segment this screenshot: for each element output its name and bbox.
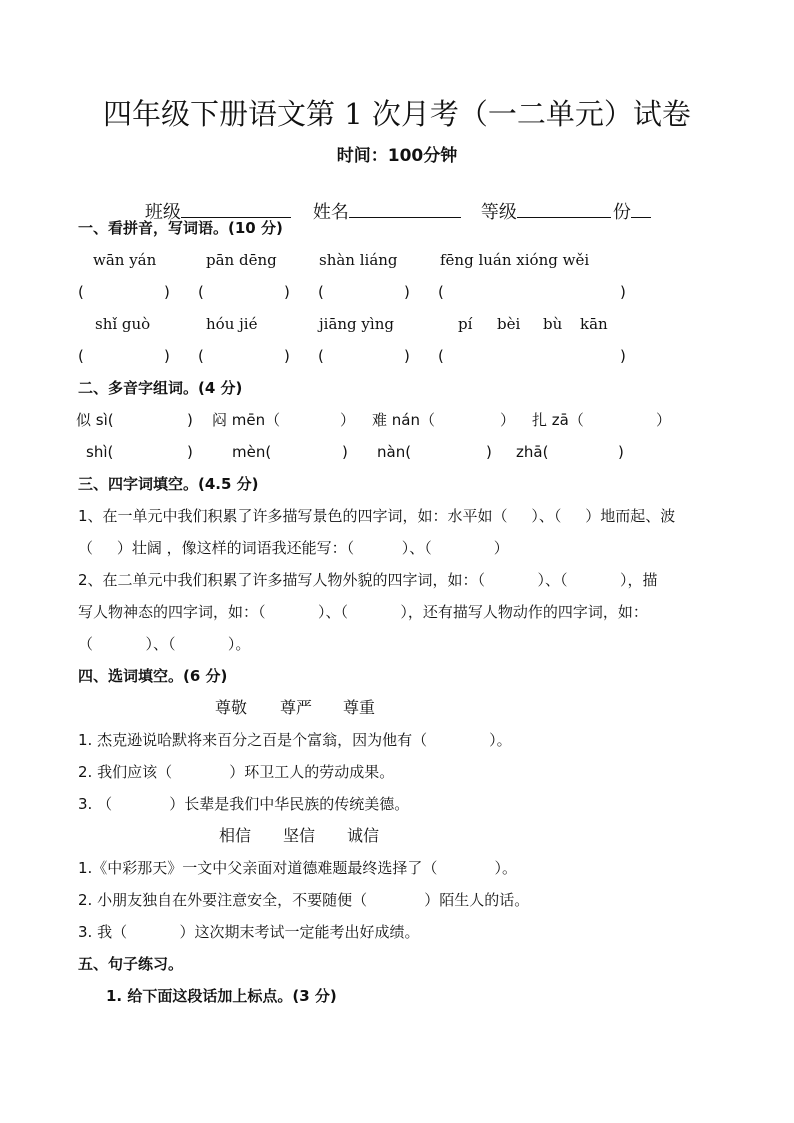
word-option: 坚信 (283, 826, 316, 845)
section-5-heading: 五、句子练习。 (78, 955, 184, 973)
section-1-heading: 一、看拼音，写词语。(10 分) (78, 219, 283, 237)
grade-field[interactable] (458, 186, 611, 240)
pinyin-item: hóu jié (206, 315, 258, 333)
pinyin-item: bèi (497, 315, 521, 333)
polyphone-paren: ) (618, 443, 624, 461)
answer-paren-open: ( (198, 347, 204, 365)
name-blank[interactable] (349, 216, 461, 218)
exam-time: 时间：100分钟 (336, 146, 458, 166)
section-5-subheading: 1. 给下面这段话加上标点。(3 分) (106, 987, 337, 1005)
choice-sentence: 3. 我（ ）这次期末考试一定能考出好成绩。 (78, 923, 420, 941)
answer-paren-open: ( (78, 283, 84, 301)
copies-blank[interactable] (631, 216, 651, 218)
polyphone-paren: ） (500, 411, 516, 429)
polyphone-item: 难 nán（ (372, 411, 435, 429)
word-option: 相信 (219, 826, 252, 845)
polyphone-paren: ） (656, 411, 672, 429)
answer-paren-close: ) (284, 347, 290, 365)
word-option: 尊严 (280, 698, 313, 717)
pinyin-item: shǐ guò (95, 315, 151, 333)
polyphone-item: nàn( (377, 443, 412, 461)
fill-line: 写人物神态的四字词，如：（ ）、（ ），还有描写人物动作的四字词，如： (78, 603, 648, 621)
polyphone-paren: ） (340, 411, 356, 429)
answer-paren-close: ) (164, 347, 170, 365)
pinyin-item: kān (580, 315, 608, 333)
answer-paren-close: ) (620, 347, 626, 365)
copies-label: 份 (612, 202, 631, 223)
answer-paren-open: ( (318, 283, 324, 301)
answer-paren-close: ) (620, 283, 626, 301)
answer-paren-open: ( (318, 347, 324, 365)
choice-sentence: 1.《中彩那天》一文中父亲面对道德难题最终选择了（ ）。 (78, 859, 518, 877)
section-4-heading: 四、选词填空。(6 分) (78, 667, 228, 685)
choice-sentence: 3. （ ）长辈是我们中华民族的传统美德。 (78, 795, 410, 813)
class-label: 班级 (144, 202, 181, 223)
polyphone-item: 扎 zā（ (532, 411, 584, 429)
choice-sentence: 1. 杰克逊说哈默将来百分之百是个富翁，因为他有（ ）。 (78, 731, 512, 749)
pinyin-item: pān dēng (206, 251, 277, 269)
answer-paren-open: ( (198, 283, 204, 301)
page-title: 四年级下册语文第 1 次月考（一二单元）试卷 (103, 97, 691, 131)
polyphone-paren: ) (342, 443, 348, 461)
polyphone-paren: ) (486, 443, 492, 461)
polyphone-item: mèn( (232, 443, 272, 461)
polyphone-item: shì( (86, 443, 114, 461)
polyphone-item: 闷 mēn（ (212, 411, 281, 429)
pinyin-item: shàn liáng (319, 251, 398, 269)
fill-line: 2、在二单元中我们积累了许多描写人物外貌的四字词，如：（ ）、（ ），描 (78, 571, 658, 589)
choice-sentence: 2. 我们应该（ ）环卫工人的劳动成果。 (78, 763, 395, 781)
pinyin-item: pí (458, 315, 473, 333)
pinyin-item: fēng luán xióng wěi (440, 251, 590, 269)
copies-field[interactable] (590, 186, 651, 240)
name-field[interactable] (290, 186, 461, 240)
answer-paren-close: ) (404, 283, 410, 301)
word-option: 诚信 (347, 826, 380, 845)
fill-line: 1、在一单元中我们积累了许多描写景色的四字词，如：水平如（ ）、（ ）地而起、波 (78, 507, 676, 525)
polyphone-paren: ) (187, 443, 193, 461)
fill-line: （ ）壮阔 ，像这样的词语我还能写：（ ）、（ ） (78, 539, 509, 557)
pinyin-item: bù (543, 315, 563, 333)
word-option: 尊敬 (215, 698, 248, 717)
pinyin-item: jiāng yìng (319, 315, 394, 333)
answer-paren-open: ( (438, 347, 444, 365)
answer-paren-open: ( (78, 347, 84, 365)
polyphone-item: 似 sì( (76, 411, 114, 429)
answer-paren-close: ) (404, 347, 410, 365)
grade-label: 等级 (480, 202, 517, 223)
polyphone-paren: ) (187, 411, 193, 429)
word-option: 尊重 (343, 698, 376, 717)
polyphone-item: zhā( (516, 443, 549, 461)
section-3-heading: 三、四字词填空。(4.5 分) (78, 475, 259, 493)
name-label: 姓名 (312, 202, 349, 223)
pinyin-item: wān yán (93, 251, 157, 269)
answer-paren-open: ( (438, 283, 444, 301)
answer-paren-close: ) (284, 283, 290, 301)
class-blank[interactable] (181, 216, 291, 218)
answer-paren-close: ) (164, 283, 170, 301)
choice-sentence: 2. 小朋友独自在外要注意安全，不要随便（ ）陌生人的话。 (78, 891, 530, 909)
section-2-heading: 二、多音字组词。(4 分) (78, 379, 243, 397)
fill-line: （ ）、（ ）。 (78, 635, 251, 653)
